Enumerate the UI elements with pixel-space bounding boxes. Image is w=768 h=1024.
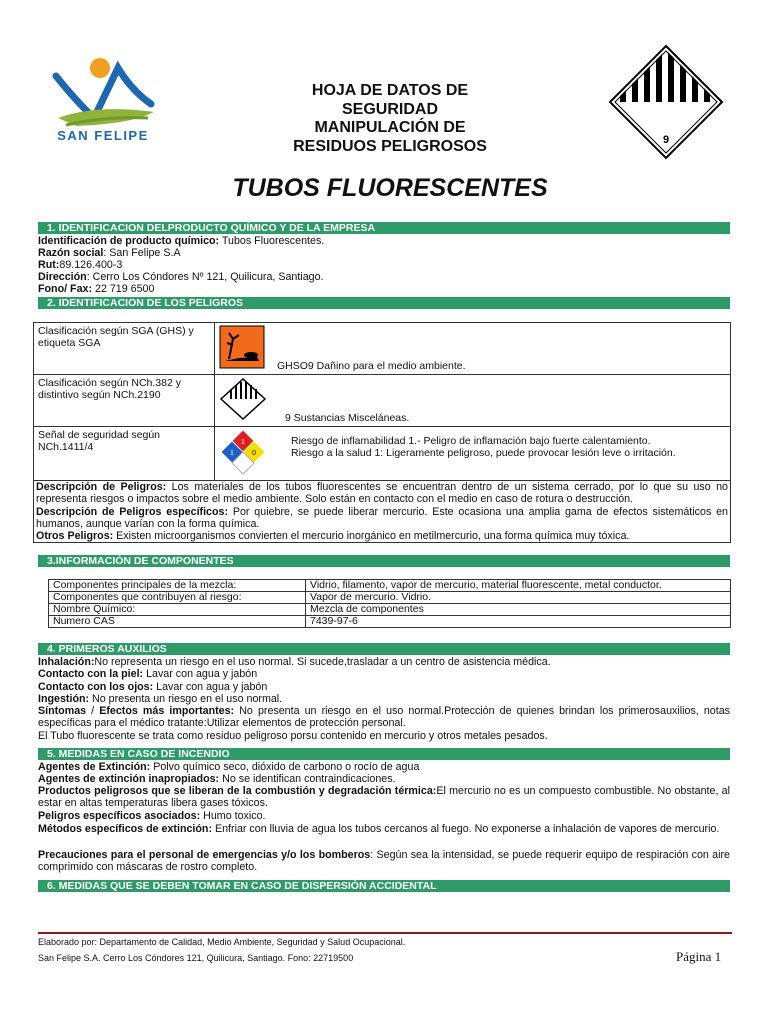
svg-text:1: 1 — [241, 439, 245, 446]
fire-row: Productos peligrosos que se liberan de la combustión y degradación térmica:El mercurio no es un compuesto combustible. No obstante, al estar en altas temperaturas libera gases tóxicos. — [38, 785, 730, 810]
footer-address: San Felipe S.A. Cerro Los Cóndores 121, Quilicura, Santiago. Fono: 22719500 — [38, 953, 354, 963]
component-value: Vapor de mercurio. Vidrio. — [306, 592, 731, 604]
class9-icon-cell — [215, 375, 274, 427]
hazard-label: Clasificación según SGA (GHS) y etiqueta SGA — [34, 323, 215, 375]
hazard-text: 9 Sustancias Misceláneas. — [273, 375, 731, 427]
class-number: 9 — [662, 134, 670, 146]
title-line: SEGURIDAD — [341, 100, 438, 118]
svg-text:1: 1 — [230, 450, 234, 457]
section-3-heading: 3.INFORMACIÓN DE COMPONENTES — [38, 555, 730, 567]
component-label: Nombre Químico: — [49, 604, 306, 616]
component-label: Componentes que contribuyen al riesgo: — [49, 592, 306, 604]
id-row: Dirección: Cerro Los Cóndores Nº 121, Quilicura, Santiago. — [38, 271, 324, 283]
section-5-heading: 5. MEDIDAS EN CASO DE INCENDIO — [38, 748, 730, 760]
section-4-heading: 4. PRIMEROS AUXILIOS — [38, 643, 730, 655]
nfpa-icon-cell — [215, 427, 274, 481]
hazard-descriptions — [34, 481, 731, 543]
component-value: Vidrio, filamento, vapor de mercurio, material fluorescente, metal conductor. — [306, 580, 731, 592]
id-row: Identificación de producto químico: Tubos Fluorescentes. — [38, 235, 325, 247]
first-aid-note: El Tubo fluorescente se trata como residuo peligroso porsu contenido en mercurio y otros metales pesados. — [38, 730, 548, 742]
nfpa-diamond-icon — [219, 429, 267, 475]
title-line: MANIPULACIÓN DE — [314, 119, 466, 136]
hazard-text: Riesgo de inflamabilidad 1.- Peligro de inflamación bajo fuerte calentamiento. Riesgo a la salud 1: Ligeramente peligroso, puede provocar lesión leve o irritación. — [273, 427, 731, 481]
product-title: TUBOS FLUORESCENTES — [232, 174, 548, 202]
first-aid-row: Contacto con los ojos: Lavar con agua y jabón — [38, 681, 268, 693]
component-label: Numero CAS — [49, 616, 306, 628]
section-1-heading: 1. IDENTIFICACION DELPRODUCTO QUÍMICO Y DE LA EMPRESA — [38, 222, 730, 234]
id-row: Razón social: San Felipe S.A — [38, 247, 181, 259]
first-aid-row: Ingestión: No presenta un riesgo en el uso normal. — [38, 693, 283, 705]
component-value: Mezcla de componentes — [306, 604, 731, 616]
desc-paragraph: Descripción de Peligros: Los materiales de los tubos fluorescentes se encuentran dentro de un sistema cerrado, por lo que su uso no representa riesgos o impactos sobre el medio ambiente. Solo están en contacto con el medio en caso de rotura o destrucción. — [36, 481, 728, 506]
symptoms-paragraph: Síntomas / Efectos más importantes: No presenta un riesgo en el uso normal.Protección de quienes brindan los primerosauxilios, notas específicas para el médico tratante:Utilizar elementos de protección personal. — [38, 705, 730, 730]
fire-row: Precauciones para el personal de emergencias y/o los bomberos: Según sea la intensidad, se puede requerir equipo de respiración con aire comprimido con máscaras de rostro completo. — [38, 849, 730, 874]
title-line: HOJA DE DATOS DE — [311, 82, 469, 99]
ghs09-icon-cell — [215, 323, 274, 375]
hazard-label: Clasificación según NCh.382 y distintivo según NCh.2190 — [34, 375, 215, 427]
section-2-heading: 2. IDENTIFICACION DE LOS PELIGROS — [38, 297, 730, 309]
fire-row: Agentes de Extinción: Polvo químico seco, dióxido de carbono o rocío de agua — [38, 761, 420, 773]
components-table — [48, 579, 731, 628]
hazard-table — [33, 322, 731, 543]
fire-row: Métodos específicos de extinción: Enfriar con lluvia de agua los tubos cercanos al fuego. No exponerse a inhalación de vapores de mercurio. — [38, 823, 720, 835]
footer-elaborado: Elaborado por: Departamento de Calidad, Medio Ambiente, Seguridad y Salud Ocupacional. — [38, 937, 406, 947]
footer-divider — [38, 932, 732, 934]
svg-text:0: 0 — [252, 450, 256, 457]
page-number: Página 1 — [676, 949, 722, 964]
class-9-small-icon — [219, 377, 267, 421]
brand-name: SAN FELIPE — [57, 128, 149, 143]
class-9-hazard-diamond-icon — [606, 42, 726, 162]
desc-paragraph: Otros Peligros: Existen microorganismos convierten el mercurio inorgánico en metilmercurio, una forma química muy tóxica. — [36, 530, 630, 543]
component-label: Componentes principales de la mezcla: — [49, 580, 306, 592]
component-value: 7439-97-6 — [306, 616, 731, 628]
id-row: Fono/ Fax: 22 719 6500 — [38, 283, 155, 295]
desc-paragraph: Descripción de Peligros específicos: Por quiebre, se puede liberar mercurio. Este ocasiona una amplia gama de efectos sistemáticos en humanos, aunque varían con la forma química. — [36, 505, 728, 530]
id-row: Rut:89.126.400-3 — [38, 259, 123, 271]
first-aid-row: Inhalación:No representa un riesgo en el uso normal. Si sucede,trasladar a un centro de asistencia médica. — [38, 656, 551, 668]
ghs09-environment-icon — [219, 325, 265, 369]
section-6-heading: 6. MEDIDAS QUE SE DEBEN TOMAR EN CASO DE DISPERSIÓN ACCIDENTAL — [38, 880, 730, 892]
fire-row: Agentes de extinción inapropiados: No se identifican contraindicaciones. — [38, 773, 396, 785]
hazard-text: GHSO9 Dañino para el medio ambiente. — [273, 323, 731, 375]
first-aid-row: Contacto con la piel: Lavar con agua y jabón — [38, 668, 258, 680]
title-line: RESIDUOS PELIGROSOS — [293, 137, 487, 155]
fire-row: Peligros específicos asociados: Humo toxico. — [38, 810, 266, 822]
document-title — [270, 82, 510, 156]
hazard-label: Señal de seguridad según NCh.1411/4 — [34, 427, 215, 481]
